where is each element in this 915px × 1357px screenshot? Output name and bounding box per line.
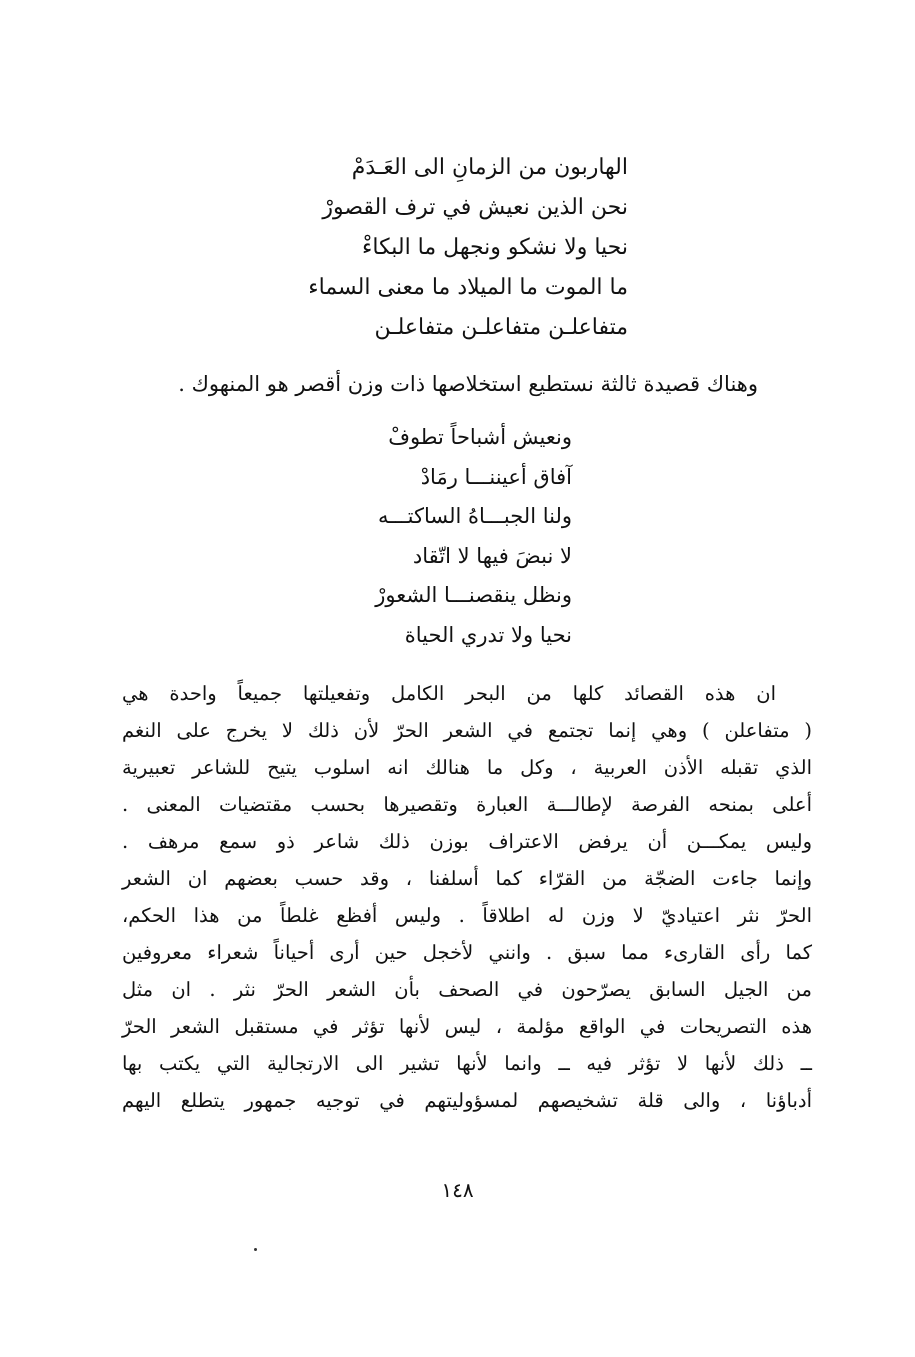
paragraph-line: ان هذه القصائد كلها من البحر الكامل وتفعيلتها جميعاً واحدة هي [122,682,776,705]
paragraph-line: الحرّ نثر اعتياديّ لا وزن له اطلاقاً . وليس أفظع غلطاً من هذا الحكم، [122,904,812,927]
verse-line: آفاق أعيننـــا رمَادْ [420,464,572,489]
meter-line: متفاعلـن متفاعلـن متفاعلـن [374,315,628,340]
paragraph-line: وليس يمكـــن أن يرفض الاعتراف بوزن ذلك شاعر ذو سمع مرهف . [122,830,812,853]
verse-block-one [268,148,628,348]
print-speck [254,1248,257,1251]
verse-line: لا نبضَ فيها لا اتّقاد [412,543,572,568]
paragraph-line: وإنما جاءت الضجّة من القرّاء كما أسلفنا ، وقد حسب بعضهم ان الشعر [122,867,812,890]
paragraph-line: من الجيل السابق يصرّحون في الصحف بأن الشعر الحرّ نثر . ان مثل [122,978,812,1001]
paragraph-line: كما رأى القارىء مما سبق . وانني لأخجل حين أرى أحياناً شعراء معروفين [122,941,812,964]
verse-line: ما الموت ما الميلاد ما معنى السماء [308,275,628,300]
paragraph-line: ( متفاعلن ) وهي إنما تجتمع في الشعر الحرّ لأن ذلك لا يخرج على النغم [122,719,812,742]
paragraph-line: أدباؤنا ، والى قلة تشخيصهم لمسؤوليتهم في توجيه جمهور يتطلع اليهم [122,1089,812,1112]
verse-line: نحن الذين نعيش في ترف القصورْ [322,195,628,220]
verse-line: ولنا الجبـــاهُ الساكتـــه [377,504,572,528]
verse-line: الهاربون من الزمانِ الى العَـدَمْ [351,155,628,180]
verse-line: ونظل ينقصنـــا الشعورْ [375,583,572,607]
verse-line: نحيا ولا تدري الحياة [404,622,572,647]
paragraph-line: هذه التصريحات في الواقع مؤلمة ، ليس لأنها تؤثر في مستقبل الشعر الحرّ [122,1015,812,1038]
verse-line: ونعيش أشباحاً تطوفْ [388,425,572,449]
page-number: ١٤٨ [441,1178,474,1202]
paragraph-line: أعلى بمنحه الفرصة لإطالـــة العبارة وتقصيرها بحسب مقتضيات المعنى . [122,793,812,816]
verse-block-two [312,418,572,655]
verse-line: نحيا ولا نشكو ونجهل ما البكاءْ [362,235,628,260]
intro-sentence: وهناك قصيدة ثالثة نستطيع استخلاصها ذات وزن أقصر هو المنهوك . [178,372,758,396]
paragraph-line: الذي تقبله الأذن العربية ، وكل ما هنالك انه اسلوب يتيح للشاعر تعبيرية [122,756,812,779]
prose-paragraph [122,675,812,1119]
paragraph-line: ــ ذلك لأنها لا تؤثر فيه ــ وانما لأنها تشير الى الارتجالية التي يكتب بها [122,1052,812,1075]
